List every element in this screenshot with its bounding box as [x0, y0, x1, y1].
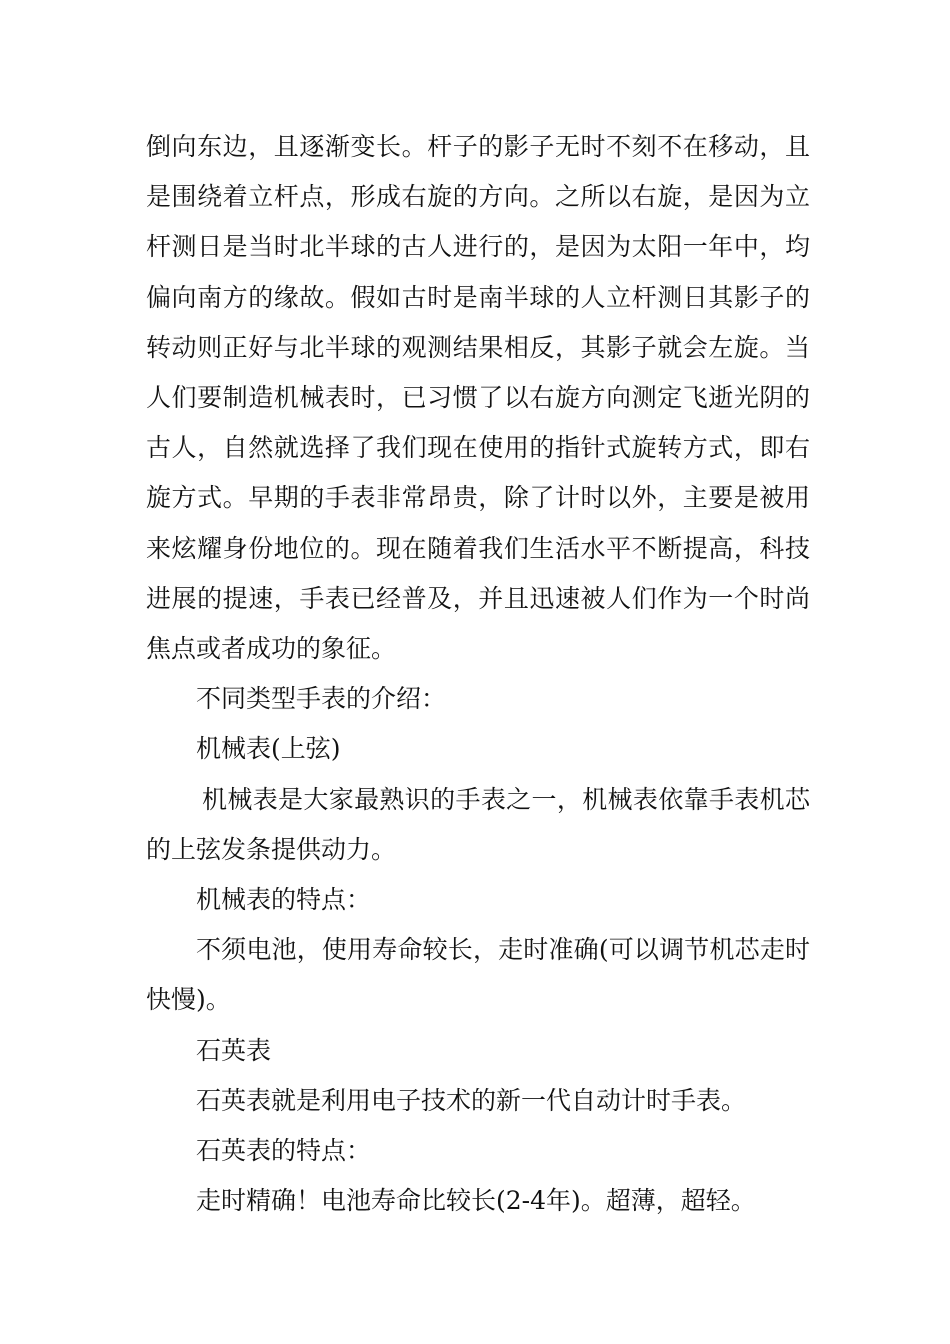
quartz-watch-features: 走时精确！电池寿命比较长(2-4年)。超薄，超轻。 — [196, 1186, 756, 1216]
section-intro: 不同类型手表的介绍： — [196, 684, 447, 714]
mechanical-watch-features: 不须电池，使用寿命较长，走时准确(可以调节机芯走时快慢)。 — [146, 935, 810, 1015]
heading-quartz-watch: 石英表 — [196, 1035, 272, 1065]
document-body — [146, 122, 810, 1226]
body-paragraph: 倒向东边，且逐渐变长。杆子的影子无时不刻不在移动，且是围绕着立杆点，形成右旋的方向。之所以右旋，是因为立杆测日是当时北半球的古人进行的，是因为太阳一年中，均偏向南方的缘故。假如古时是南半球的人立杆测日其影子的转动则正好与北半球的观测结果相反，其影子就会左旋。当人们要制造机械表时，已习惯了以右旋方向测定飞逝光阴的古人，自然就选择了我们现在使用的指针式旋转方式，即右旋方式。早期的手表非常昂贵，除了计时以外，主要是被用来炫耀身份地位的。现在随着我们生活水平不断提高，科技进展的提速，手表已经普及，并且迅速被人们作为一个时尚焦点或者成功的象征。 — [146, 132, 810, 664]
quartz-watch-features-label: 石英表的特点： — [196, 1136, 372, 1166]
heading-mechanical-watch: 机械表(上弦) — [196, 734, 341, 764]
mechanical-watch-features-label: 机械表的特点： — [196, 885, 372, 915]
quartz-watch-description: 石英表就是利用电子技术的新一代自动计时手表。 — [196, 1085, 747, 1115]
mechanical-watch-description: 机械表是大家最熟识的手表之一，机械表依靠手表机芯的上弦发条提供动力。 — [146, 784, 810, 864]
